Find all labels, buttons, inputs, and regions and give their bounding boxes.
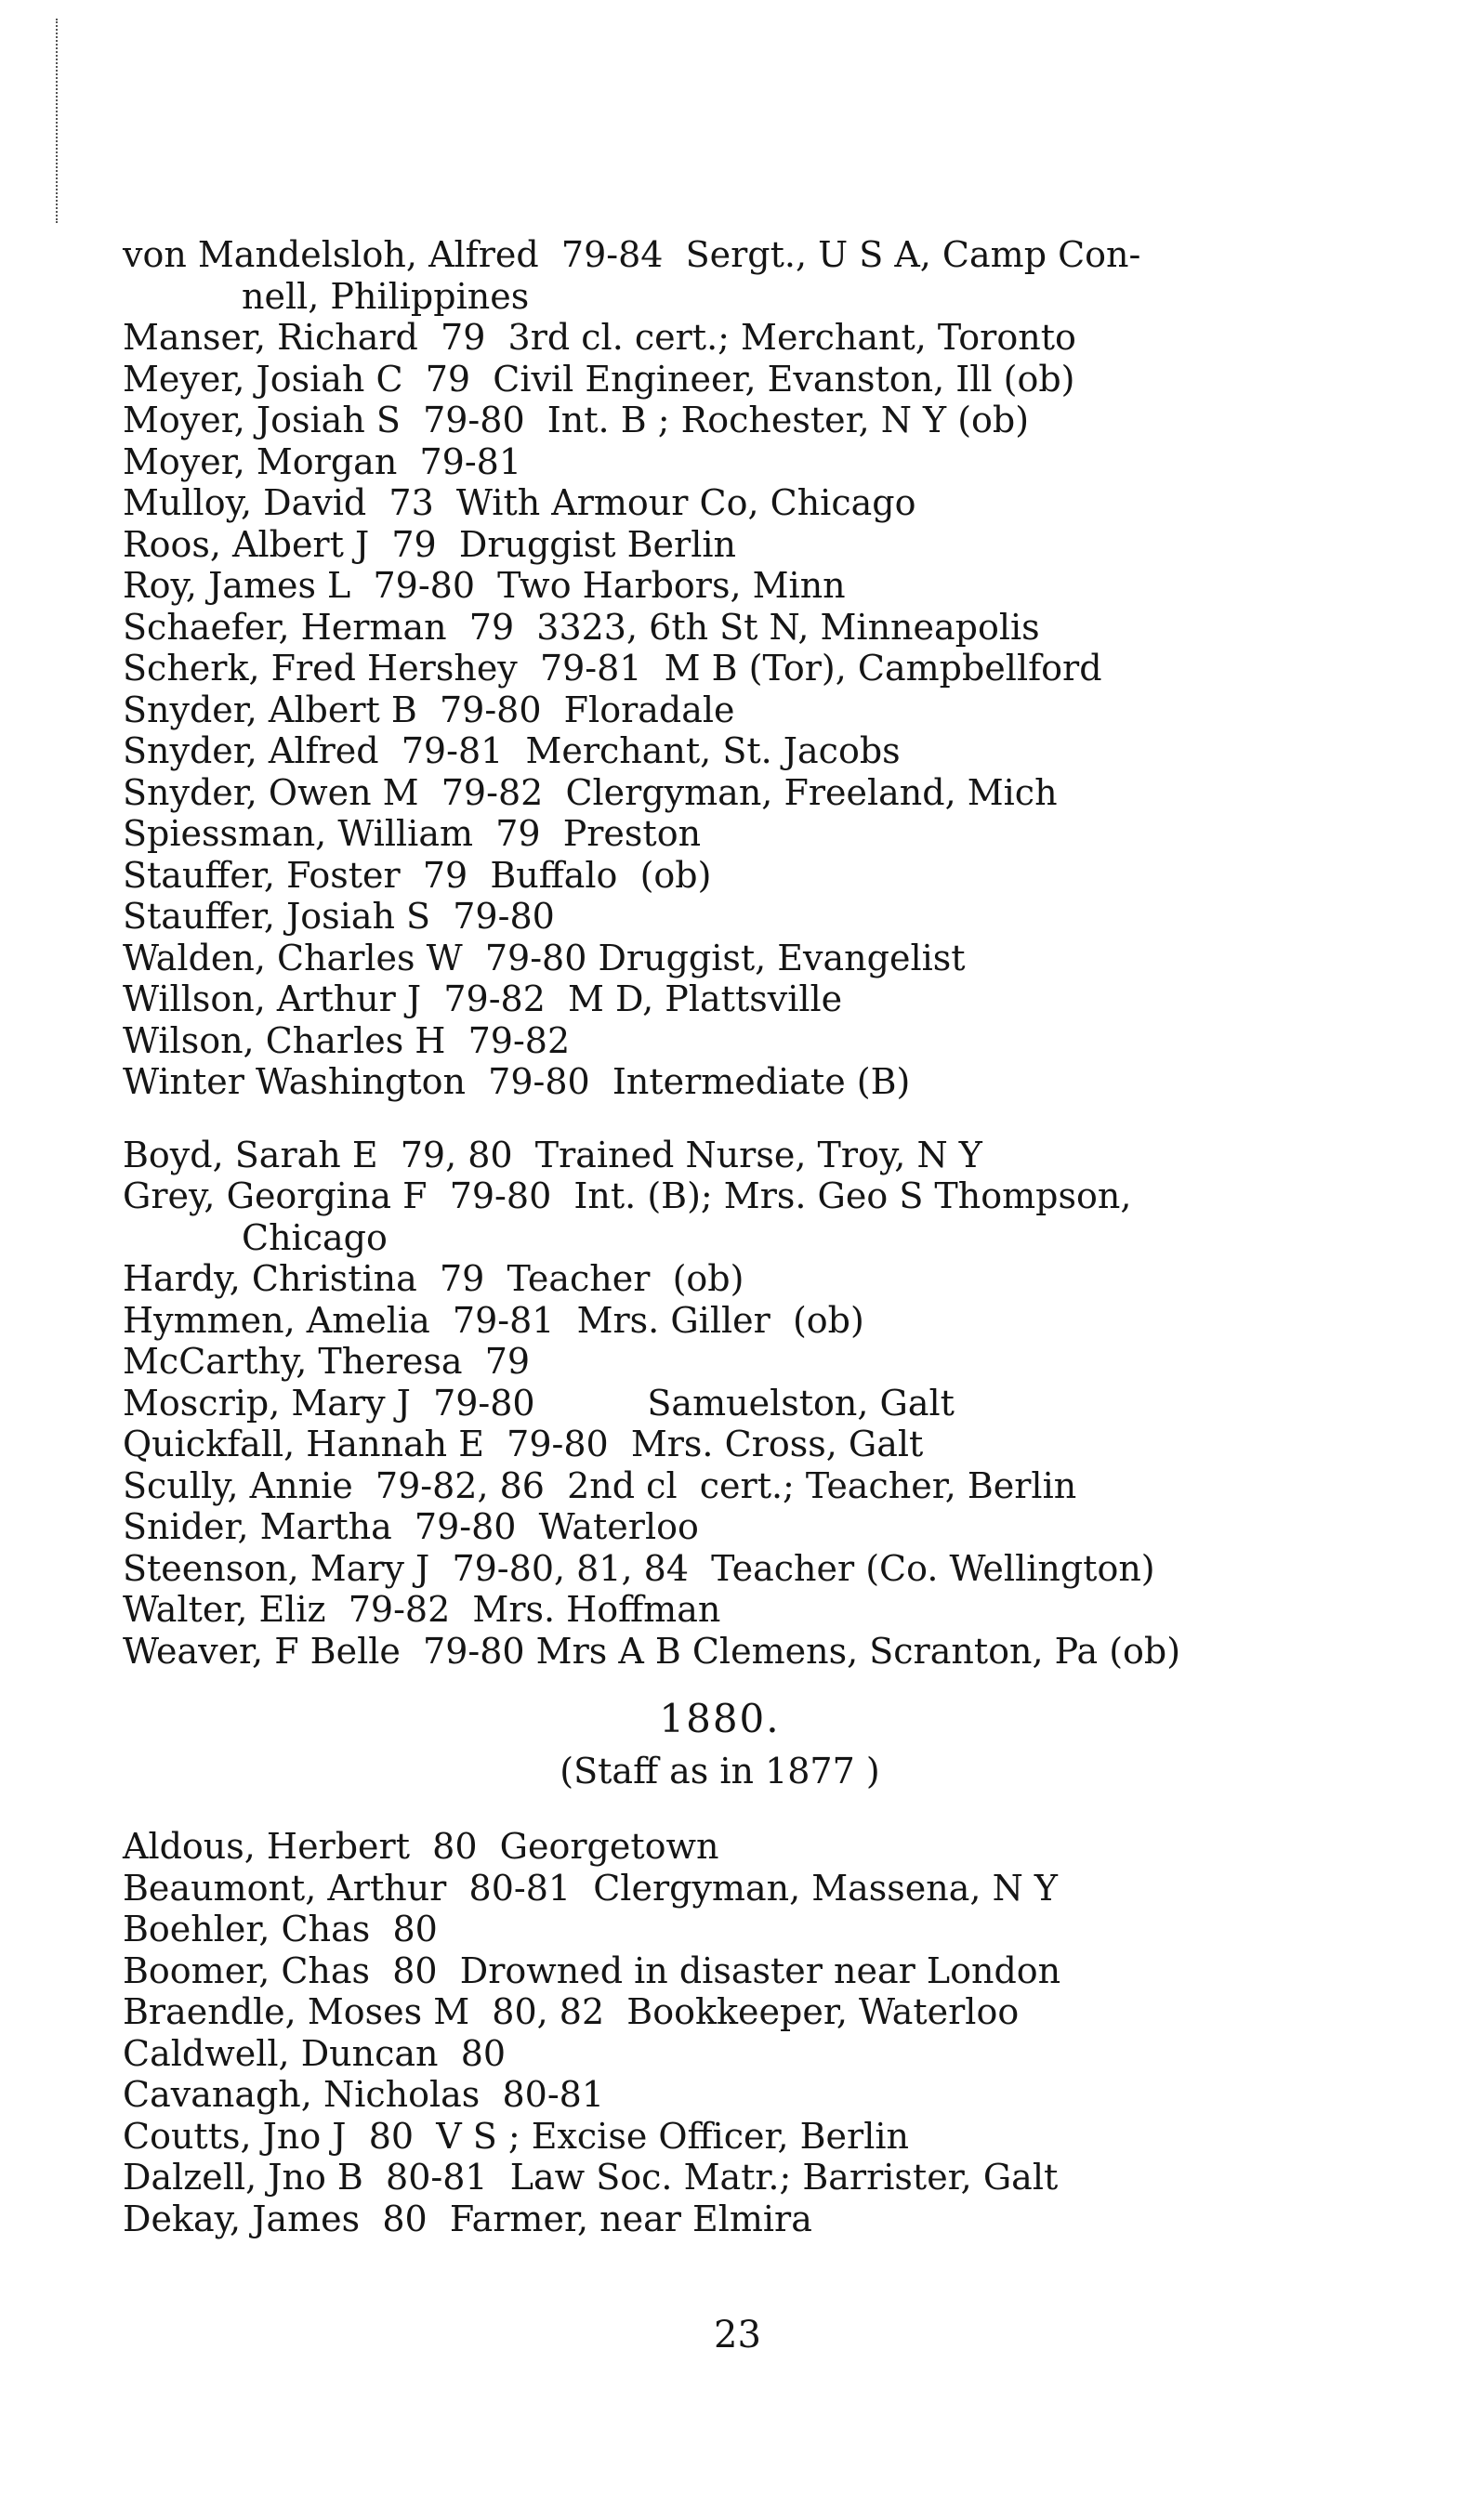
register-entry bbox=[123, 1548, 1331, 1590]
entry-details: 79 3323, 6th St N, Minneapolis bbox=[468, 606, 1040, 648]
register-entry bbox=[123, 1061, 1331, 1103]
entry-details: 79 bbox=[484, 1341, 531, 1382]
entry-details: 79-80 Waterloo bbox=[414, 1506, 699, 1547]
entry-name: Winter Washington bbox=[123, 1061, 466, 1102]
page-number: 23 bbox=[714, 2314, 761, 2356]
entry-details: 79-80 Int. B ; Rochester, N Y (ob) bbox=[423, 400, 1030, 440]
register-entry bbox=[123, 234, 1331, 317]
entry-name: Wilson, Charles H bbox=[123, 1019, 446, 1061]
register-entry bbox=[123, 1991, 1331, 2033]
entry-details: 79-81 M B (Tor), Campbellford bbox=[539, 648, 1102, 689]
entry-name: Scherk, Fred Hershey bbox=[123, 648, 518, 689]
register-entry bbox=[123, 689, 1331, 731]
register-entry bbox=[123, 317, 1331, 359]
entry-name: Quickfall, Hannah E bbox=[123, 1424, 484, 1464]
year-heading: 1880. bbox=[659, 1696, 781, 1741]
entry-details: 80 Georgetown bbox=[432, 1826, 719, 1867]
entry-details: 79-82 bbox=[468, 1019, 571, 1061]
register-entry bbox=[123, 772, 1331, 814]
register-entry bbox=[123, 441, 1331, 483]
register-entry bbox=[123, 730, 1331, 772]
entry-details: 79 Druggist Berlin bbox=[391, 523, 736, 565]
entry-name: Meyer, Josiah C bbox=[123, 358, 403, 400]
entry-details: 79, 80 Trained Nurse, Troy, N Y bbox=[400, 1134, 982, 1175]
entry-name: Mulloy, David bbox=[123, 482, 367, 523]
entries-1879-women-group bbox=[123, 1135, 1331, 1673]
register-entry bbox=[123, 1175, 1331, 1258]
entry-details: 79 Teacher (ob) bbox=[439, 1258, 744, 1299]
entries-1879-group bbox=[123, 234, 1331, 1103]
entry-name: Hardy, Christina bbox=[123, 1258, 417, 1299]
entry-name: Spiessman, William bbox=[123, 813, 474, 854]
entry-details: 79-81 bbox=[419, 440, 522, 482]
register-entry bbox=[123, 1631, 1331, 1673]
entry-details: 80 bbox=[392, 1909, 438, 1949]
register-column bbox=[123, 234, 1331, 2239]
register-entry bbox=[123, 978, 1331, 1020]
entry-name: Roy, James L bbox=[123, 565, 351, 606]
register-entry bbox=[123, 1589, 1331, 1631]
entry-details: 79-81 Mrs. Giller (ob) bbox=[452, 1299, 864, 1341]
entry-details: 79-80 Samuelston, Galt bbox=[433, 1382, 955, 1424]
entry-name: Moyer, Josiah S bbox=[123, 400, 401, 440]
entry-details: 79-80 Druggist, Evangelist bbox=[484, 937, 966, 978]
register-entry bbox=[123, 1383, 1331, 1424]
entry-details: 80 Drowned in disaster near London bbox=[392, 1949, 1061, 1991]
entry-details: 79 3rd cl. cert.; Merchant, Toronto bbox=[441, 317, 1076, 358]
entry-name: Dalzell, Jno B bbox=[123, 2157, 363, 2198]
entry-name: Roos, Albert J bbox=[123, 523, 370, 565]
entry-name: Cavanagh, Nicholas bbox=[123, 2074, 481, 2115]
register-entry bbox=[123, 565, 1331, 607]
entry-name: Walter, Eliz bbox=[123, 1589, 326, 1630]
register-entry bbox=[123, 2198, 1331, 2240]
entry-details: 80 V S ; Excise Officer, Berlin bbox=[368, 2115, 909, 2157]
entry-details: 79-80, 81, 84 Teacher (Co. Wellington) bbox=[452, 1547, 1155, 1589]
register-entry bbox=[123, 1868, 1331, 1910]
register-entry bbox=[123, 1465, 1331, 1507]
entry-details: 80 bbox=[460, 2032, 507, 2074]
entry-details: 79-82 Mrs. Hoffman bbox=[348, 1589, 721, 1630]
register-entry bbox=[123, 1135, 1331, 1176]
register-entry bbox=[123, 813, 1331, 855]
entry-details: 79-82 Clergyman, Freeland, Mich bbox=[441, 771, 1058, 813]
entry-details: 80, 82 Bookkeeper, Waterloo bbox=[492, 1991, 1020, 2032]
register-entry bbox=[123, 855, 1331, 897]
entry-continuation: nell, Philippines bbox=[242, 275, 530, 317]
entry-name: Coutts, Jno J bbox=[123, 2115, 347, 2157]
register-entry bbox=[123, 1909, 1331, 1950]
margin-marks bbox=[56, 19, 59, 223]
entry-name: Scully, Annie bbox=[123, 1464, 353, 1506]
entry-details: 79-84 Sergt., U S A, Camp Con- bbox=[560, 234, 1141, 275]
entry-details: 79-80 Intermediate (B) bbox=[488, 1061, 911, 1102]
register-entry bbox=[123, 482, 1331, 524]
entry-details: 80 Farmer, near Elmira bbox=[382, 2198, 812, 2239]
register-entry bbox=[123, 400, 1331, 441]
entry-name: Aldous, Herbert bbox=[123, 1826, 410, 1867]
register-entry bbox=[123, 1300, 1331, 1342]
entry-name: Manser, Richard bbox=[123, 317, 418, 358]
entry-name: Snyder, Owen M bbox=[123, 771, 419, 813]
entry-details: 80-81 Clergyman, Massena, N Y bbox=[468, 1867, 1058, 1909]
entry-details: 79-80 Two Harbors, Minn bbox=[373, 565, 846, 606]
entry-details: 79-80 Mrs A B Clemens, Scranton, Pa (ob) bbox=[423, 1630, 1181, 1672]
register-entry bbox=[123, 2116, 1331, 2158]
entry-details: 79-80 Mrs. Cross, Galt bbox=[507, 1424, 924, 1464]
register-entry bbox=[123, 2074, 1331, 2116]
register-entry bbox=[123, 938, 1331, 979]
entry-details: 79-82 M D, Plattsville bbox=[443, 978, 843, 1019]
entry-name: Braendle, Moses M bbox=[123, 1991, 470, 2032]
entry-name: Stauffer, Josiah S bbox=[123, 896, 431, 937]
entry-name: Moyer, Morgan bbox=[123, 440, 398, 482]
entry-name: McCarthy, Theresa bbox=[123, 1341, 463, 1382]
entry-name: Weaver, F Belle bbox=[123, 1630, 401, 1672]
entry-name: Boehler, Chas bbox=[123, 1909, 371, 1949]
register-entry bbox=[123, 2033, 1331, 2075]
entry-details: 79-81 Merchant, St. Jacobs bbox=[401, 730, 901, 771]
entry-name: Willson, Arthur J bbox=[123, 978, 422, 1019]
entry-name: Snyder, Albert B bbox=[123, 689, 417, 730]
entry-name: Walden, Charles W bbox=[123, 937, 463, 978]
register-entry bbox=[123, 1020, 1331, 1062]
entry-name: von Mandelsloh, Alfred bbox=[123, 234, 539, 275]
entry-name: Caldwell, Duncan bbox=[123, 2032, 439, 2074]
register-entry bbox=[123, 1950, 1331, 1992]
entry-name: Dekay, James bbox=[123, 2198, 361, 2239]
entry-continuation: Chicago bbox=[242, 1216, 388, 1258]
register-entry bbox=[123, 1506, 1331, 1548]
entry-name: Schaefer, Herman bbox=[123, 606, 447, 648]
register-entry bbox=[123, 2157, 1331, 2198]
entry-name: Snyder, Alfred bbox=[123, 730, 379, 771]
register-entry bbox=[123, 1341, 1331, 1383]
entry-details: 79-82, 86 2nd cl cert.; Teacher, Berlin bbox=[375, 1464, 1077, 1506]
register-entry bbox=[123, 648, 1331, 689]
staff-note: (Staff as in 1877 ) bbox=[560, 1751, 880, 1792]
entry-details: 79-80 Int. (B); Mrs. Geo S Thompson, bbox=[449, 1175, 1132, 1216]
register-entry bbox=[123, 1258, 1331, 1300]
register-entry bbox=[123, 524, 1331, 566]
group-gap bbox=[123, 1103, 1331, 1135]
entry-details: 79 Preston bbox=[495, 813, 702, 854]
entry-name: Steenson, Mary J bbox=[123, 1547, 430, 1589]
entry-details: 80-81 bbox=[502, 2074, 605, 2115]
entry-name: Stauffer, Foster bbox=[123, 854, 401, 896]
register-entry bbox=[123, 1424, 1331, 1465]
entry-name: Snider, Martha bbox=[123, 1506, 392, 1547]
register-entry bbox=[123, 1826, 1331, 1868]
entry-details: 79-80 Floradale bbox=[439, 689, 735, 730]
entry-details: 79-80 bbox=[453, 896, 555, 937]
register-entry bbox=[123, 896, 1331, 938]
entry-name: Boyd, Sarah E bbox=[123, 1134, 378, 1175]
entry-name: Boomer, Chas bbox=[123, 1949, 371, 1991]
entry-details: 80-81 Law Soc. Matr.; Barrister, Galt bbox=[386, 2157, 1059, 2198]
entry-name: Beaumont, Arthur bbox=[123, 1867, 447, 1909]
entry-details: 79 Buffalo (ob) bbox=[422, 854, 712, 896]
entry-details: 73 With Armour Co, Chicago bbox=[389, 482, 916, 523]
entries-1880-group bbox=[123, 1826, 1331, 2239]
entry-details: 79 Civil Engineer, Evanston, Ill (ob) bbox=[425, 358, 1075, 400]
register-entry bbox=[123, 359, 1331, 400]
register-entry bbox=[123, 607, 1331, 649]
entry-name: Grey, Georgina F bbox=[123, 1175, 428, 1216]
entry-name: Hymmen, Amelia bbox=[123, 1299, 430, 1341]
entry-name: Moscrip, Mary J bbox=[123, 1382, 411, 1424]
